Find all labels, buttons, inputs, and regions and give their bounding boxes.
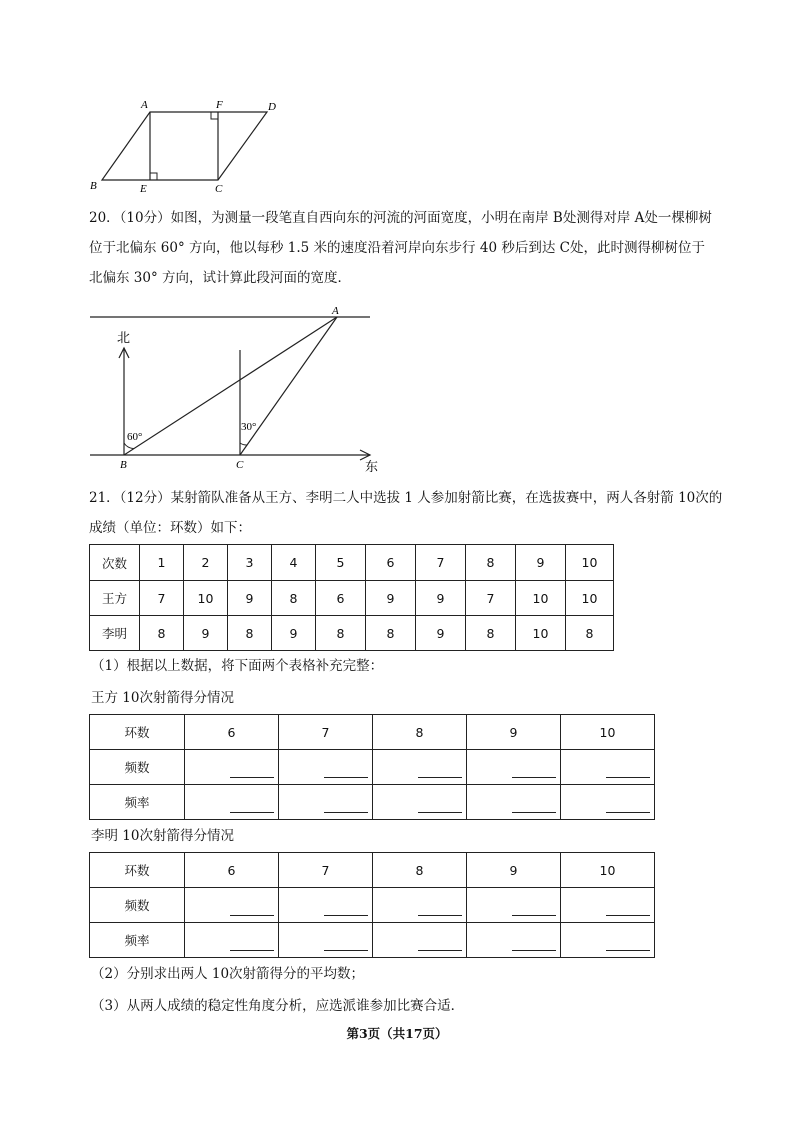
wang-header-row <box>90 715 655 750</box>
table-cell: 9 <box>366 581 416 616</box>
label-d: D <box>268 101 276 113</box>
table-cell: 10 <box>566 545 614 581</box>
li-table-title: 李明 10次射箭得分情况 <box>91 828 234 844</box>
angle-arc-c <box>240 443 247 445</box>
answer-blank[interactable] <box>185 785 279 820</box>
table-cell: 1 <box>140 545 184 581</box>
segment-ba <box>124 317 337 455</box>
table-cell: 6 <box>316 581 366 616</box>
table-cell: 5 <box>316 545 366 581</box>
parallelogram-figure <box>85 95 295 197</box>
angle-label-c: 30° <box>241 421 257 433</box>
table-cell: 7 <box>416 545 466 581</box>
table-cell: 6 <box>366 545 416 581</box>
label-b: B <box>90 180 97 192</box>
label-e: E <box>140 183 147 195</box>
answer-blank[interactable] <box>373 923 467 958</box>
table-cell: 8 <box>272 581 316 616</box>
river-diagram <box>85 300 385 475</box>
answer-blank[interactable] <box>467 888 561 923</box>
li-rate-row <box>90 923 655 958</box>
table-cell: 9 <box>416 616 466 651</box>
scores-header-row <box>90 545 614 581</box>
table-cell: 9 <box>184 616 228 651</box>
label-a: A <box>141 99 148 111</box>
north-label: 北 <box>117 330 131 345</box>
table-cell: 10 <box>561 715 655 750</box>
table-cell: 8 <box>466 616 516 651</box>
q21-part3: （3）从两人成绩的稳定性角度分析，应选派谁参加比赛合适． <box>91 998 465 1014</box>
table-cell: 8 <box>366 616 416 651</box>
answer-blank[interactable] <box>185 750 279 785</box>
q20-line-1: 20．（10分）如图，为测量一段笔直自西向东的河流的河面宽度，小明在南岸 B处测得对岸 A处一棵柳树 <box>89 210 712 226</box>
table-cell: 李明 <box>90 616 140 651</box>
label-f: F <box>216 99 223 111</box>
wang-frequency-row <box>90 750 655 785</box>
answer-blank[interactable] <box>185 923 279 958</box>
table-cell: 次数 <box>90 545 140 581</box>
q21-line-2: 成绩（单位：环数）如下： <box>89 520 251 536</box>
answer-blank[interactable] <box>373 785 467 820</box>
table-cell: 6 <box>185 853 279 888</box>
li-header-row <box>90 853 655 888</box>
table-cell: 9 <box>416 581 466 616</box>
answer-blank[interactable] <box>373 888 467 923</box>
table-cell: 8 <box>566 616 614 651</box>
table-cell: 环数 <box>90 715 185 750</box>
label-c: C <box>215 183 223 195</box>
table-cell: 9 <box>467 853 561 888</box>
q20-line-2: 位于北偏东 60° 方向，他以每秒 1.5 米的速度沿着河岸向东步行 40 秒后到达 C处，此时测得柳树位于 <box>89 240 705 256</box>
answer-blank[interactable] <box>561 750 655 785</box>
table-cell: 8 <box>373 715 467 750</box>
table-cell: 王方 <box>90 581 140 616</box>
answer-blank[interactable] <box>467 750 561 785</box>
right-angle-mark-e <box>150 173 157 180</box>
answer-blank[interactable] <box>373 750 467 785</box>
table-cell: 10 <box>516 616 566 651</box>
answer-blank[interactable] <box>279 750 373 785</box>
table-cell: 2 <box>184 545 228 581</box>
table-cell: 3 <box>228 545 272 581</box>
table-cell: 8 <box>316 616 366 651</box>
parallelogram-outline <box>102 112 267 180</box>
segment-ca <box>240 317 337 455</box>
scores-row-li <box>90 616 614 651</box>
table-cell: 7 <box>140 581 184 616</box>
point-label-a: A <box>332 305 339 317</box>
table-cell: 频数 <box>90 750 185 785</box>
answer-blank[interactable] <box>279 923 373 958</box>
wang-rate-row <box>90 785 655 820</box>
li-frequency-table <box>89 852 655 958</box>
point-label-c: C <box>236 459 244 471</box>
table-cell: 10 <box>566 581 614 616</box>
table-cell: 9 <box>516 545 566 581</box>
answer-blank[interactable] <box>561 888 655 923</box>
angle-arc-b <box>124 443 134 449</box>
q21-part1: （1）根据以上数据，将下面两个表格补充完整： <box>91 658 384 674</box>
q20-line-3: 北偏东 30° 方向，试计算此段河面的宽度． <box>89 270 352 286</box>
table-cell: 10 <box>561 853 655 888</box>
table-cell: 8 <box>373 853 467 888</box>
answer-blank[interactable] <box>467 923 561 958</box>
table-cell: 9 <box>228 581 272 616</box>
table-cell: 8 <box>466 545 516 581</box>
table-cell: 9 <box>272 616 316 651</box>
answer-blank[interactable] <box>279 888 373 923</box>
table-cell: 8 <box>228 616 272 651</box>
point-label-b: B <box>120 459 127 471</box>
answer-blank[interactable] <box>561 923 655 958</box>
answer-blank[interactable] <box>185 888 279 923</box>
table-cell: 频率 <box>90 923 185 958</box>
q21-part2: （2）分别求出两人 10次射箭得分的平均数； <box>91 966 365 982</box>
table-cell: 7 <box>279 715 373 750</box>
table-cell: 8 <box>140 616 184 651</box>
table-cell: 10 <box>184 581 228 616</box>
wang-frequency-table <box>89 714 655 820</box>
table-cell: 环数 <box>90 853 185 888</box>
table-cell: 10 <box>516 581 566 616</box>
answer-blank[interactable] <box>279 785 373 820</box>
answer-blank[interactable] <box>467 785 561 820</box>
east-label: 东 <box>365 459 379 474</box>
table-cell: 6 <box>185 715 279 750</box>
table-cell: 7 <box>466 581 516 616</box>
li-frequency-row <box>90 888 655 923</box>
page-footer: 第3页（共17页） <box>346 1026 448 1041</box>
table-cell: 9 <box>467 715 561 750</box>
q21-line-1: 21．（12分）某射箭队准备从王方、李明二人中选拔 1 人参加射箭比赛，在选拔赛中，两人各射箭 10次的 <box>89 490 723 506</box>
scores-row-wang <box>90 581 614 616</box>
answer-blank[interactable] <box>561 785 655 820</box>
table-cell: 频率 <box>90 785 185 820</box>
right-angle-mark-f <box>211 112 218 119</box>
table-cell: 频数 <box>90 888 185 923</box>
angle-label-b: 60° <box>127 431 143 443</box>
scores-table <box>89 544 614 651</box>
table-cell: 7 <box>279 853 373 888</box>
wang-table-title: 王方 10次射箭得分情况 <box>91 690 234 706</box>
table-cell: 4 <box>272 545 316 581</box>
